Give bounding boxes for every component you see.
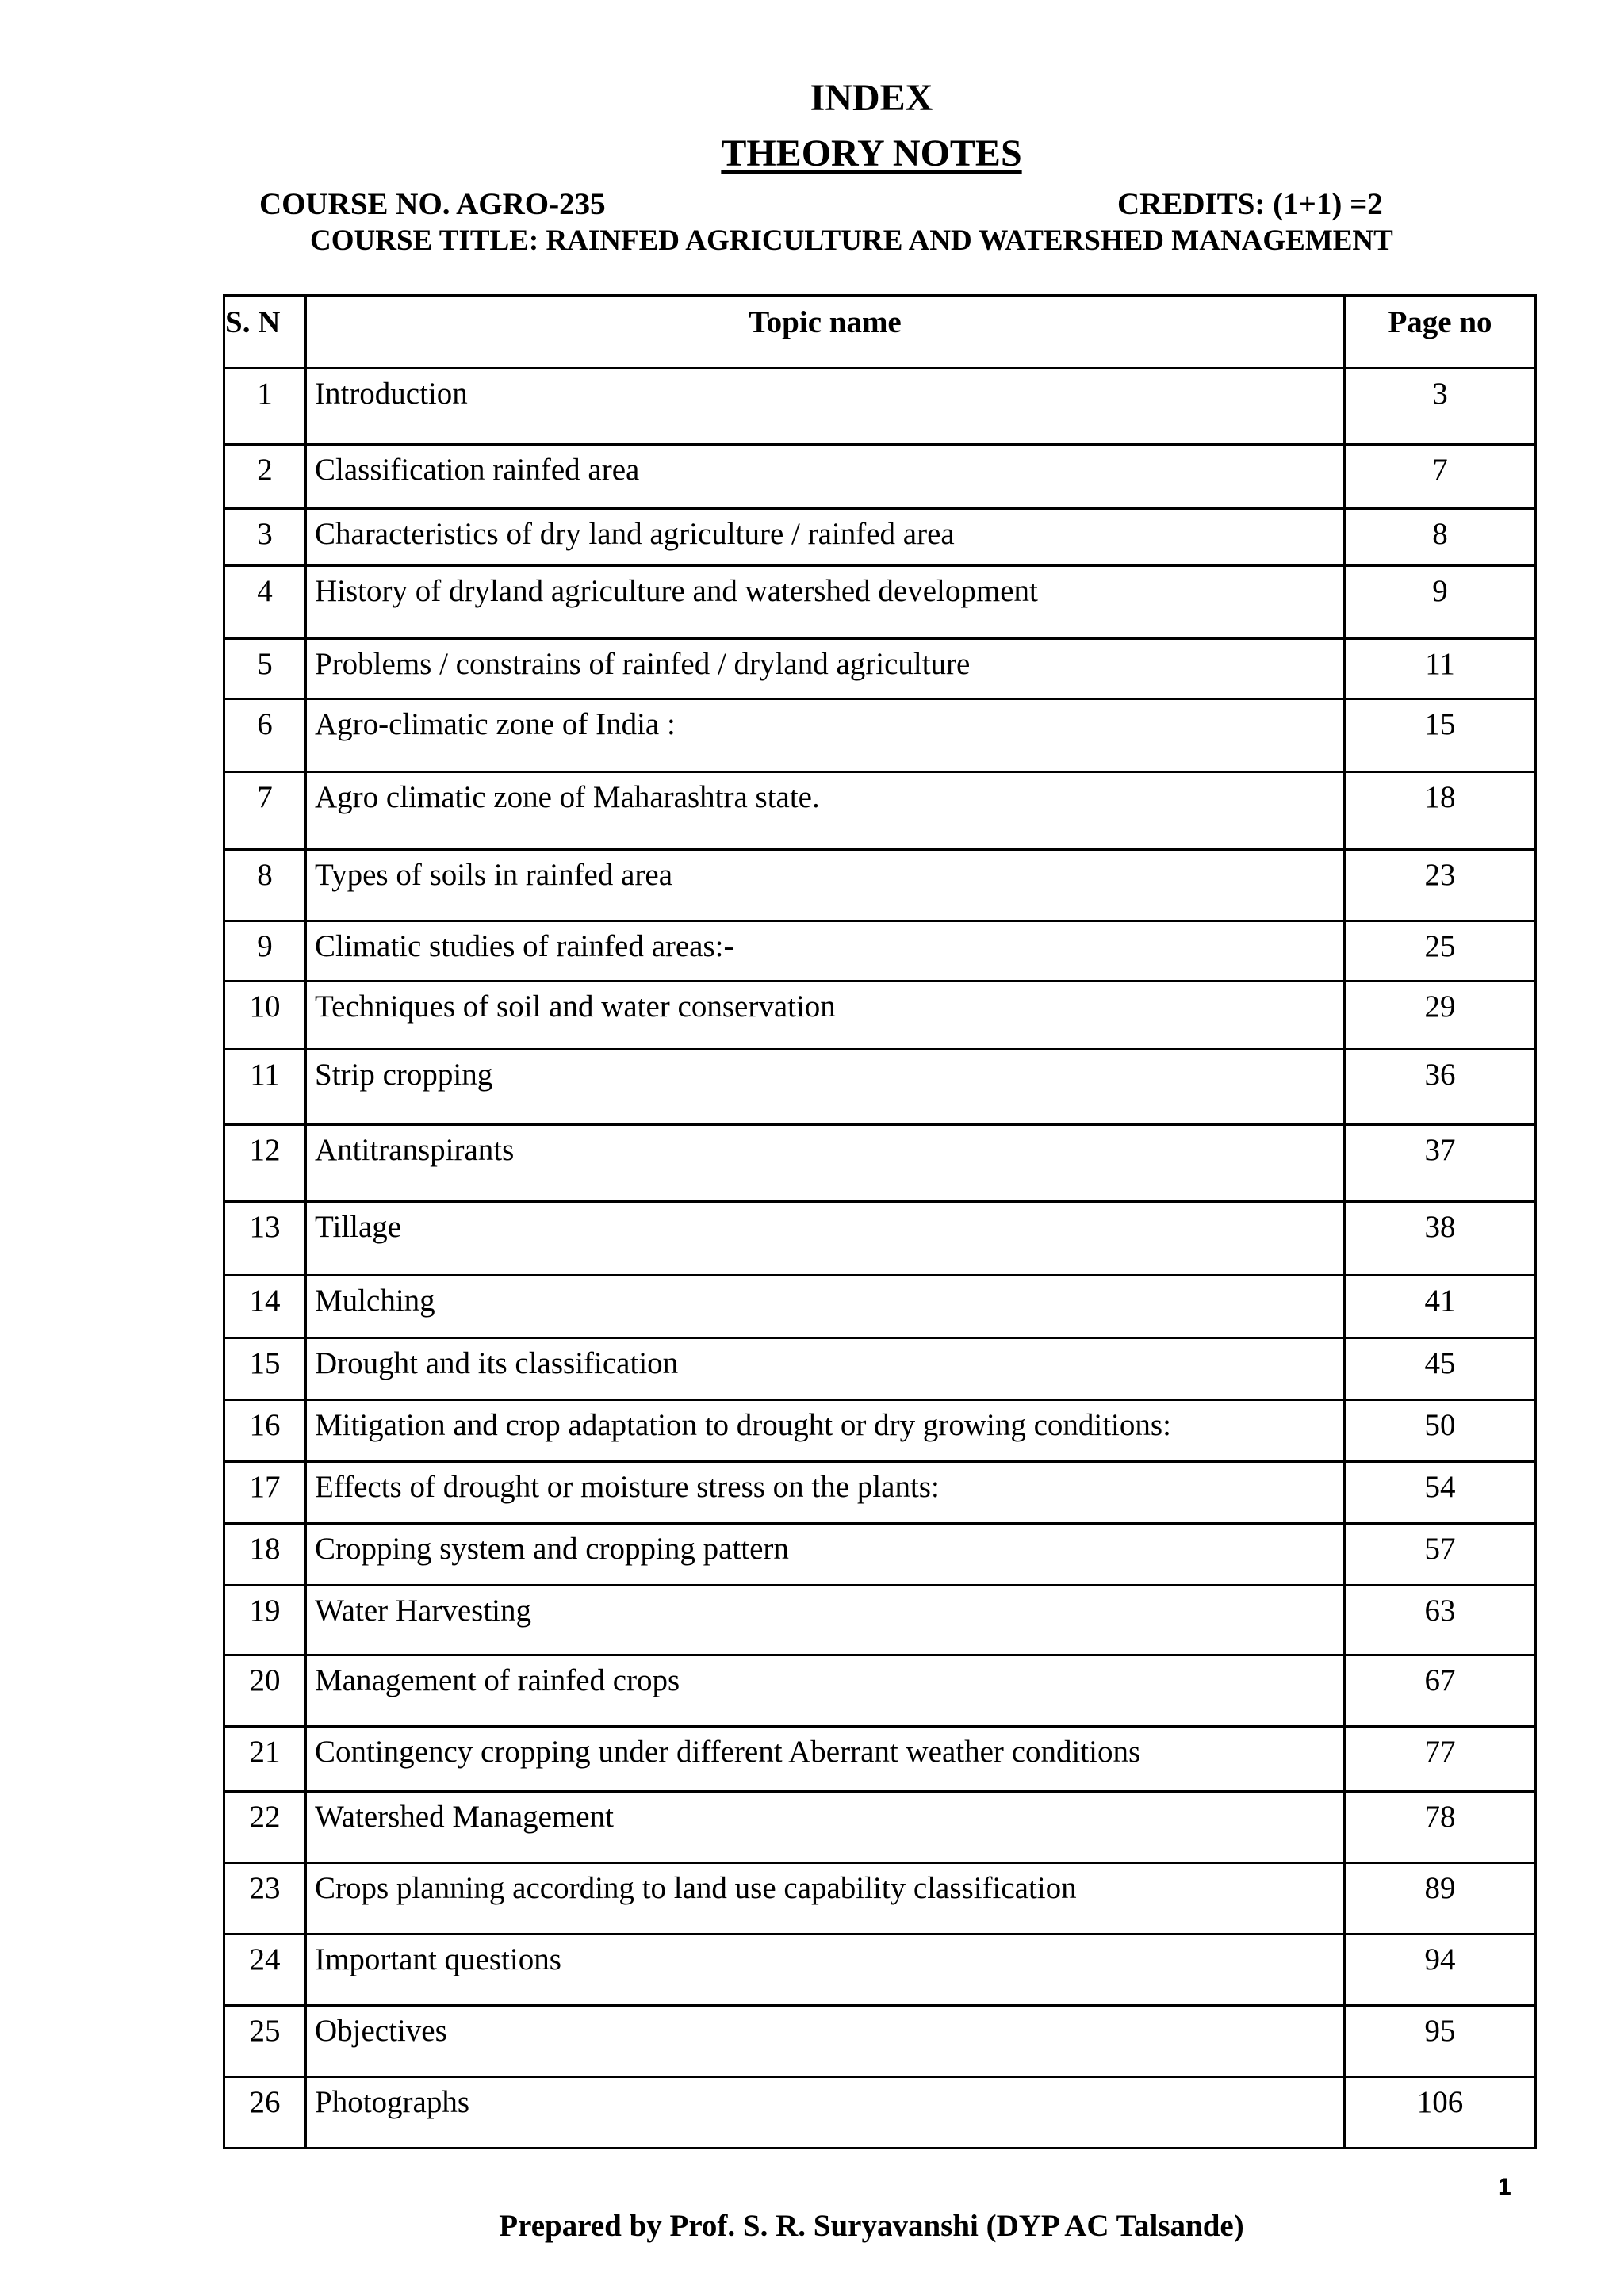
row-topic: Introduction — [306, 369, 1345, 445]
row-page: 95 — [1345, 2006, 1536, 2077]
row-topic: Strip cropping — [306, 1050, 1345, 1125]
row-sn: 24 — [224, 1934, 306, 2006]
row-sn: 17 — [224, 1462, 306, 1524]
row-page: 94 — [1345, 1934, 1536, 2006]
table-row — [224, 1338, 1536, 1400]
index-table — [223, 294, 1537, 2149]
row-sn: 22 — [224, 1792, 306, 1863]
table-row — [224, 639, 1536, 699]
row-sn: 20 — [224, 1655, 306, 1727]
row-page: 7 — [1345, 445, 1536, 509]
row-topic: Agro-climatic zone of India : — [306, 699, 1345, 772]
row-topic: Characteristics of dry land agriculture / rainfed area — [306, 509, 1345, 566]
table-row — [224, 1462, 1536, 1524]
table-row — [224, 566, 1536, 639]
table-header-row — [224, 296, 1536, 369]
row-page: 45 — [1345, 1338, 1536, 1400]
row-topic: Types of soils in rainfed area — [306, 850, 1345, 921]
table-row — [224, 772, 1536, 850]
table-row — [224, 1934, 1536, 2006]
row-sn: 19 — [224, 1586, 306, 1655]
row-sn: 4 — [224, 566, 306, 639]
row-sn: 10 — [224, 982, 306, 1050]
table-row — [224, 982, 1536, 1050]
row-page: 77 — [1345, 1727, 1536, 1792]
row-topic: Antitranspirants — [306, 1125, 1345, 1202]
table-row — [224, 921, 1536, 982]
table-row — [224, 1050, 1536, 1125]
row-sn: 15 — [224, 1338, 306, 1400]
table-row — [224, 1400, 1536, 1462]
row-page: 25 — [1345, 921, 1536, 982]
table-row — [224, 1792, 1536, 1863]
row-topic: Watershed Management — [306, 1792, 1345, 1863]
row-topic: Climatic studies of rainfed areas:- — [306, 921, 1345, 982]
table-row — [224, 1727, 1536, 1792]
row-page: 36 — [1345, 1050, 1536, 1125]
index-title: INDEX — [810, 77, 933, 119]
row-sn: 3 — [224, 509, 306, 566]
row-page: 106 — [1345, 2077, 1536, 2149]
row-sn: 6 — [224, 699, 306, 772]
row-page: 41 — [1345, 1276, 1536, 1338]
row-topic: Problems / constrains of rainfed / dryland agriculture — [306, 639, 1345, 699]
table-row — [224, 1202, 1536, 1276]
table-row — [224, 1863, 1536, 1934]
row-page: 50 — [1345, 1400, 1536, 1462]
row-sn: 18 — [224, 1524, 306, 1586]
index-table-body — [224, 369, 1536, 2149]
column-header-sn: S. N — [224, 296, 306, 369]
row-topic: Important questions — [306, 1934, 1345, 2006]
course-credits: CREDITS: (1+1) =2 — [1117, 187, 1383, 221]
row-topic: Objectives — [306, 2006, 1345, 2077]
row-page: 78 — [1345, 1792, 1536, 1863]
row-page: 11 — [1345, 639, 1536, 699]
row-page: 23 — [1345, 850, 1536, 921]
table-row — [224, 1125, 1536, 1202]
row-topic: Mulching — [306, 1276, 1345, 1338]
table-row — [224, 699, 1536, 772]
row-sn: 26 — [224, 2077, 306, 2149]
row-page: 3 — [1345, 369, 1536, 445]
row-sn: 9 — [224, 921, 306, 982]
row-sn: 14 — [224, 1276, 306, 1338]
row-page: 9 — [1345, 566, 1536, 639]
row-topic: Photographs — [306, 2077, 1345, 2149]
row-page: 37 — [1345, 1125, 1536, 1202]
row-topic: Tillage — [306, 1202, 1345, 1276]
row-page: 57 — [1345, 1524, 1536, 1586]
row-topic: Agro climatic zone of Maharashtra state. — [306, 772, 1345, 850]
row-topic: Drought and its classification — [306, 1338, 1345, 1400]
row-topic: History of dryland agriculture and watershed development — [306, 566, 1345, 639]
theory-notes-subtitle: THEORY NOTES — [721, 132, 1022, 174]
table-row — [224, 1276, 1536, 1338]
table-row — [224, 1655, 1536, 1727]
row-sn: 11 — [224, 1050, 306, 1125]
prepared-by-footer: Prepared by Prof. S. R. Suryavanshi (DYP AC Talsande) — [499, 2209, 1244, 2243]
row-page: 15 — [1345, 699, 1536, 772]
row-sn: 8 — [224, 850, 306, 921]
row-page: 29 — [1345, 982, 1536, 1050]
row-sn: 7 — [224, 772, 306, 850]
row-page: 89 — [1345, 1863, 1536, 1934]
row-page: 38 — [1345, 1202, 1536, 1276]
table-row — [224, 509, 1536, 566]
row-topic: Contingency cropping under different Aberrant weather conditions — [306, 1727, 1345, 1792]
row-sn: 21 — [224, 1727, 306, 1792]
row-page: 63 — [1345, 1586, 1536, 1655]
row-sn: 23 — [224, 1863, 306, 1934]
table-row — [224, 850, 1536, 921]
row-sn: 2 — [224, 445, 306, 509]
row-topic: Techniques of soil and water conservation — [306, 982, 1345, 1050]
row-sn: 5 — [224, 639, 306, 699]
row-topic: Water Harvesting — [306, 1586, 1345, 1655]
table-row — [224, 1524, 1536, 1586]
row-sn: 1 — [224, 369, 306, 445]
table-row — [224, 1586, 1536, 1655]
row-topic: Mitigation and crop adaptation to drought or dry growing conditions: — [306, 1400, 1345, 1462]
column-header-topic: Topic name — [306, 296, 1345, 369]
row-page: 67 — [1345, 1655, 1536, 1727]
course-title: COURSE TITLE: RAINFED AGRICULTURE AND WATERSHED MANAGEMENT — [310, 224, 1393, 257]
row-page: 8 — [1345, 509, 1536, 566]
row-topic: Classification rainfed area — [306, 445, 1345, 509]
table-row — [224, 2006, 1536, 2077]
row-topic: Crops planning according to land use capability classification — [306, 1863, 1345, 1934]
row-sn: 16 — [224, 1400, 306, 1462]
row-sn: 13 — [224, 1202, 306, 1276]
row-sn: 25 — [224, 2006, 306, 2077]
row-page: 54 — [1345, 1462, 1536, 1524]
row-page: 18 — [1345, 772, 1536, 850]
row-topic: Management of rainfed crops — [306, 1655, 1345, 1727]
table-row — [224, 2077, 1536, 2149]
row-topic: Effects of drought or moisture stress on the plants: — [306, 1462, 1345, 1524]
table-row — [224, 369, 1536, 445]
table-row — [224, 445, 1536, 509]
page-number: 1 — [1498, 2174, 1511, 2200]
column-header-page: Page no — [1345, 296, 1536, 369]
row-sn: 12 — [224, 1125, 306, 1202]
row-topic: Cropping system and cropping pattern — [306, 1524, 1345, 1586]
course-number: COURSE NO. AGRO-235 — [259, 187, 606, 221]
